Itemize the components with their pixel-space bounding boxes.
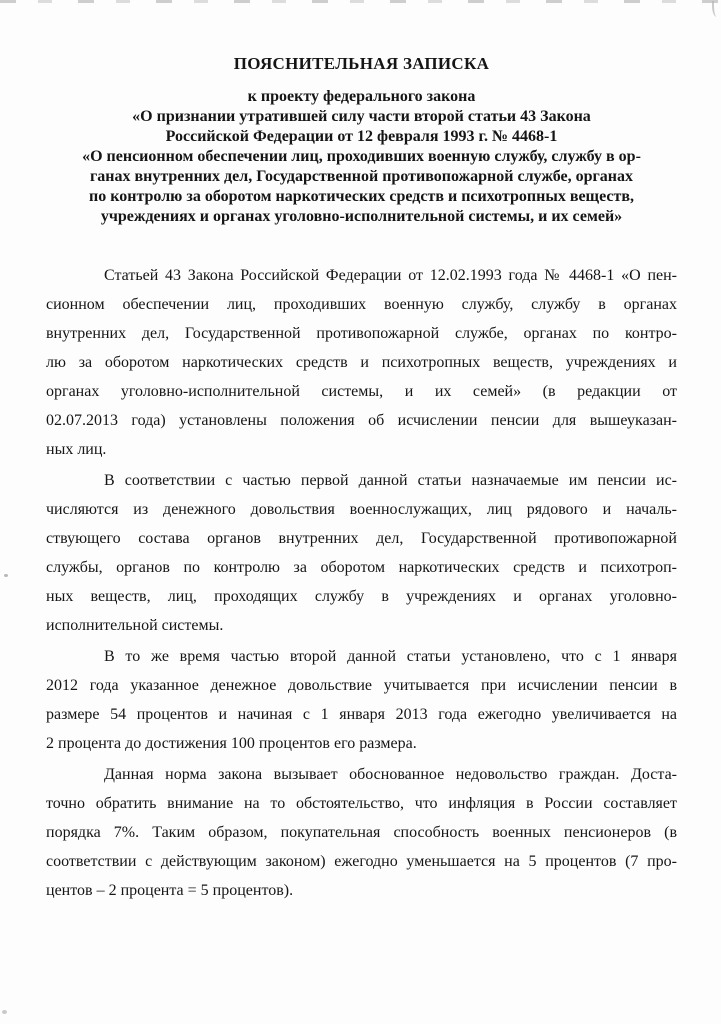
text-line: Данная норма закона вызывает обоснованное недовольство граждан. Доста- bbox=[104, 766, 677, 783]
text-line: 02.07.2013 года) установлены положения об исчислении пенсии для вышеуказан- bbox=[46, 412, 677, 429]
text-line: ствующего состава органов внутренних дел, Государственной противопожарной bbox=[46, 530, 677, 547]
text-line: центов – 2 процента = 5 процентов). bbox=[46, 882, 294, 899]
scan-artifact-corner-mark bbox=[712, 1, 719, 17]
document-body bbox=[46, 261, 677, 905]
text-line: соответствии с действующим законом) ежегодно уменьшается на 5 процентов (7 про- bbox=[46, 853, 677, 870]
text-line: В то же время частью второй данной статьи установлено, что с 1 января bbox=[104, 648, 677, 665]
text-line: числяются из денежного довольствия военнослужащих, лиц рядового и началь- bbox=[46, 501, 677, 518]
text-line: лю за оборотом наркотических средств и психотропных веществ, учреждениях и bbox=[46, 354, 677, 371]
paragraph bbox=[46, 466, 677, 640]
text-line: органах уголовно-исполнительной системы, и их семей» (в редакции от bbox=[46, 383, 677, 400]
text-line: службы, органов по контролю за оборотом наркотических средств и психотроп- bbox=[46, 559, 677, 576]
text-line: 2 процента до достижения 100 процентов его размера. bbox=[46, 735, 417, 752]
paragraph bbox=[46, 760, 677, 905]
paragraph bbox=[46, 261, 677, 464]
document-title: ПОЯСНИТЕЛЬНАЯ ЗАПИСКА bbox=[233, 54, 490, 73]
scan-artifact-speck bbox=[2, 1010, 7, 1014]
text-line: ных веществ, лиц, проходящих службу в учреждениях и органах уголовно- bbox=[46, 588, 677, 605]
text-line: 2012 года указанное денежное довольствие учитывается при исчислении пенсии в bbox=[46, 677, 677, 694]
text-line: точно обратить внимание на то обстоятельство, что инфляция в России составляет bbox=[46, 795, 677, 812]
text-line: В соответствии с частью первой данной статьи назначаемые им пенсии ис- bbox=[104, 472, 677, 489]
subtitle-line: Российской Федерации от 12 февраля 1993 г. № 4468-1 bbox=[165, 128, 558, 145]
subtitle-line: ганах внутренних дел, Государственной противопожарной службе, органах bbox=[89, 168, 634, 185]
subtitle-line: «О признании утратившей силу части второй статьи 43 Закона bbox=[132, 108, 591, 125]
text-line: ных лиц. bbox=[46, 441, 107, 458]
text-line: порядка 7%. Таким образом, покупательная способность военных пенсионеров (в bbox=[46, 824, 677, 841]
text-line: исполнительной системы. bbox=[46, 617, 224, 634]
subtitle-line: учреждениях и органах уголовно-исполнительной системы, и их семей» bbox=[100, 208, 623, 225]
subtitle-line: по контролю за оборотом наркотических средств и психотропных веществ, bbox=[89, 188, 634, 205]
paragraph bbox=[46, 642, 677, 758]
scan-artifact-top-edge bbox=[0, 0, 721, 3]
text-line: Статьей 43 Закона Российской Федерации от 12.02.1993 года № 4468-1 «О пен- bbox=[104, 267, 677, 284]
scan-artifact-speck bbox=[4, 574, 8, 577]
text-line: сионном обеспечении лиц, проходивших военную службу, службу в органах bbox=[46, 296, 677, 313]
document-subtitle bbox=[46, 87, 677, 227]
subtitle-line: «О пенсионном обеспечении лиц, проходивших военную службу, службу в ор- bbox=[82, 148, 641, 165]
text-line: внутренних дел, Государственной противопожарной службе, органах по контро- bbox=[46, 325, 677, 342]
subtitle-line: к проекту федерального закона bbox=[247, 88, 476, 105]
text-line: размере 54 процентов и начиная с 1 января 2013 года ежегодно увеличивается на bbox=[46, 706, 677, 723]
